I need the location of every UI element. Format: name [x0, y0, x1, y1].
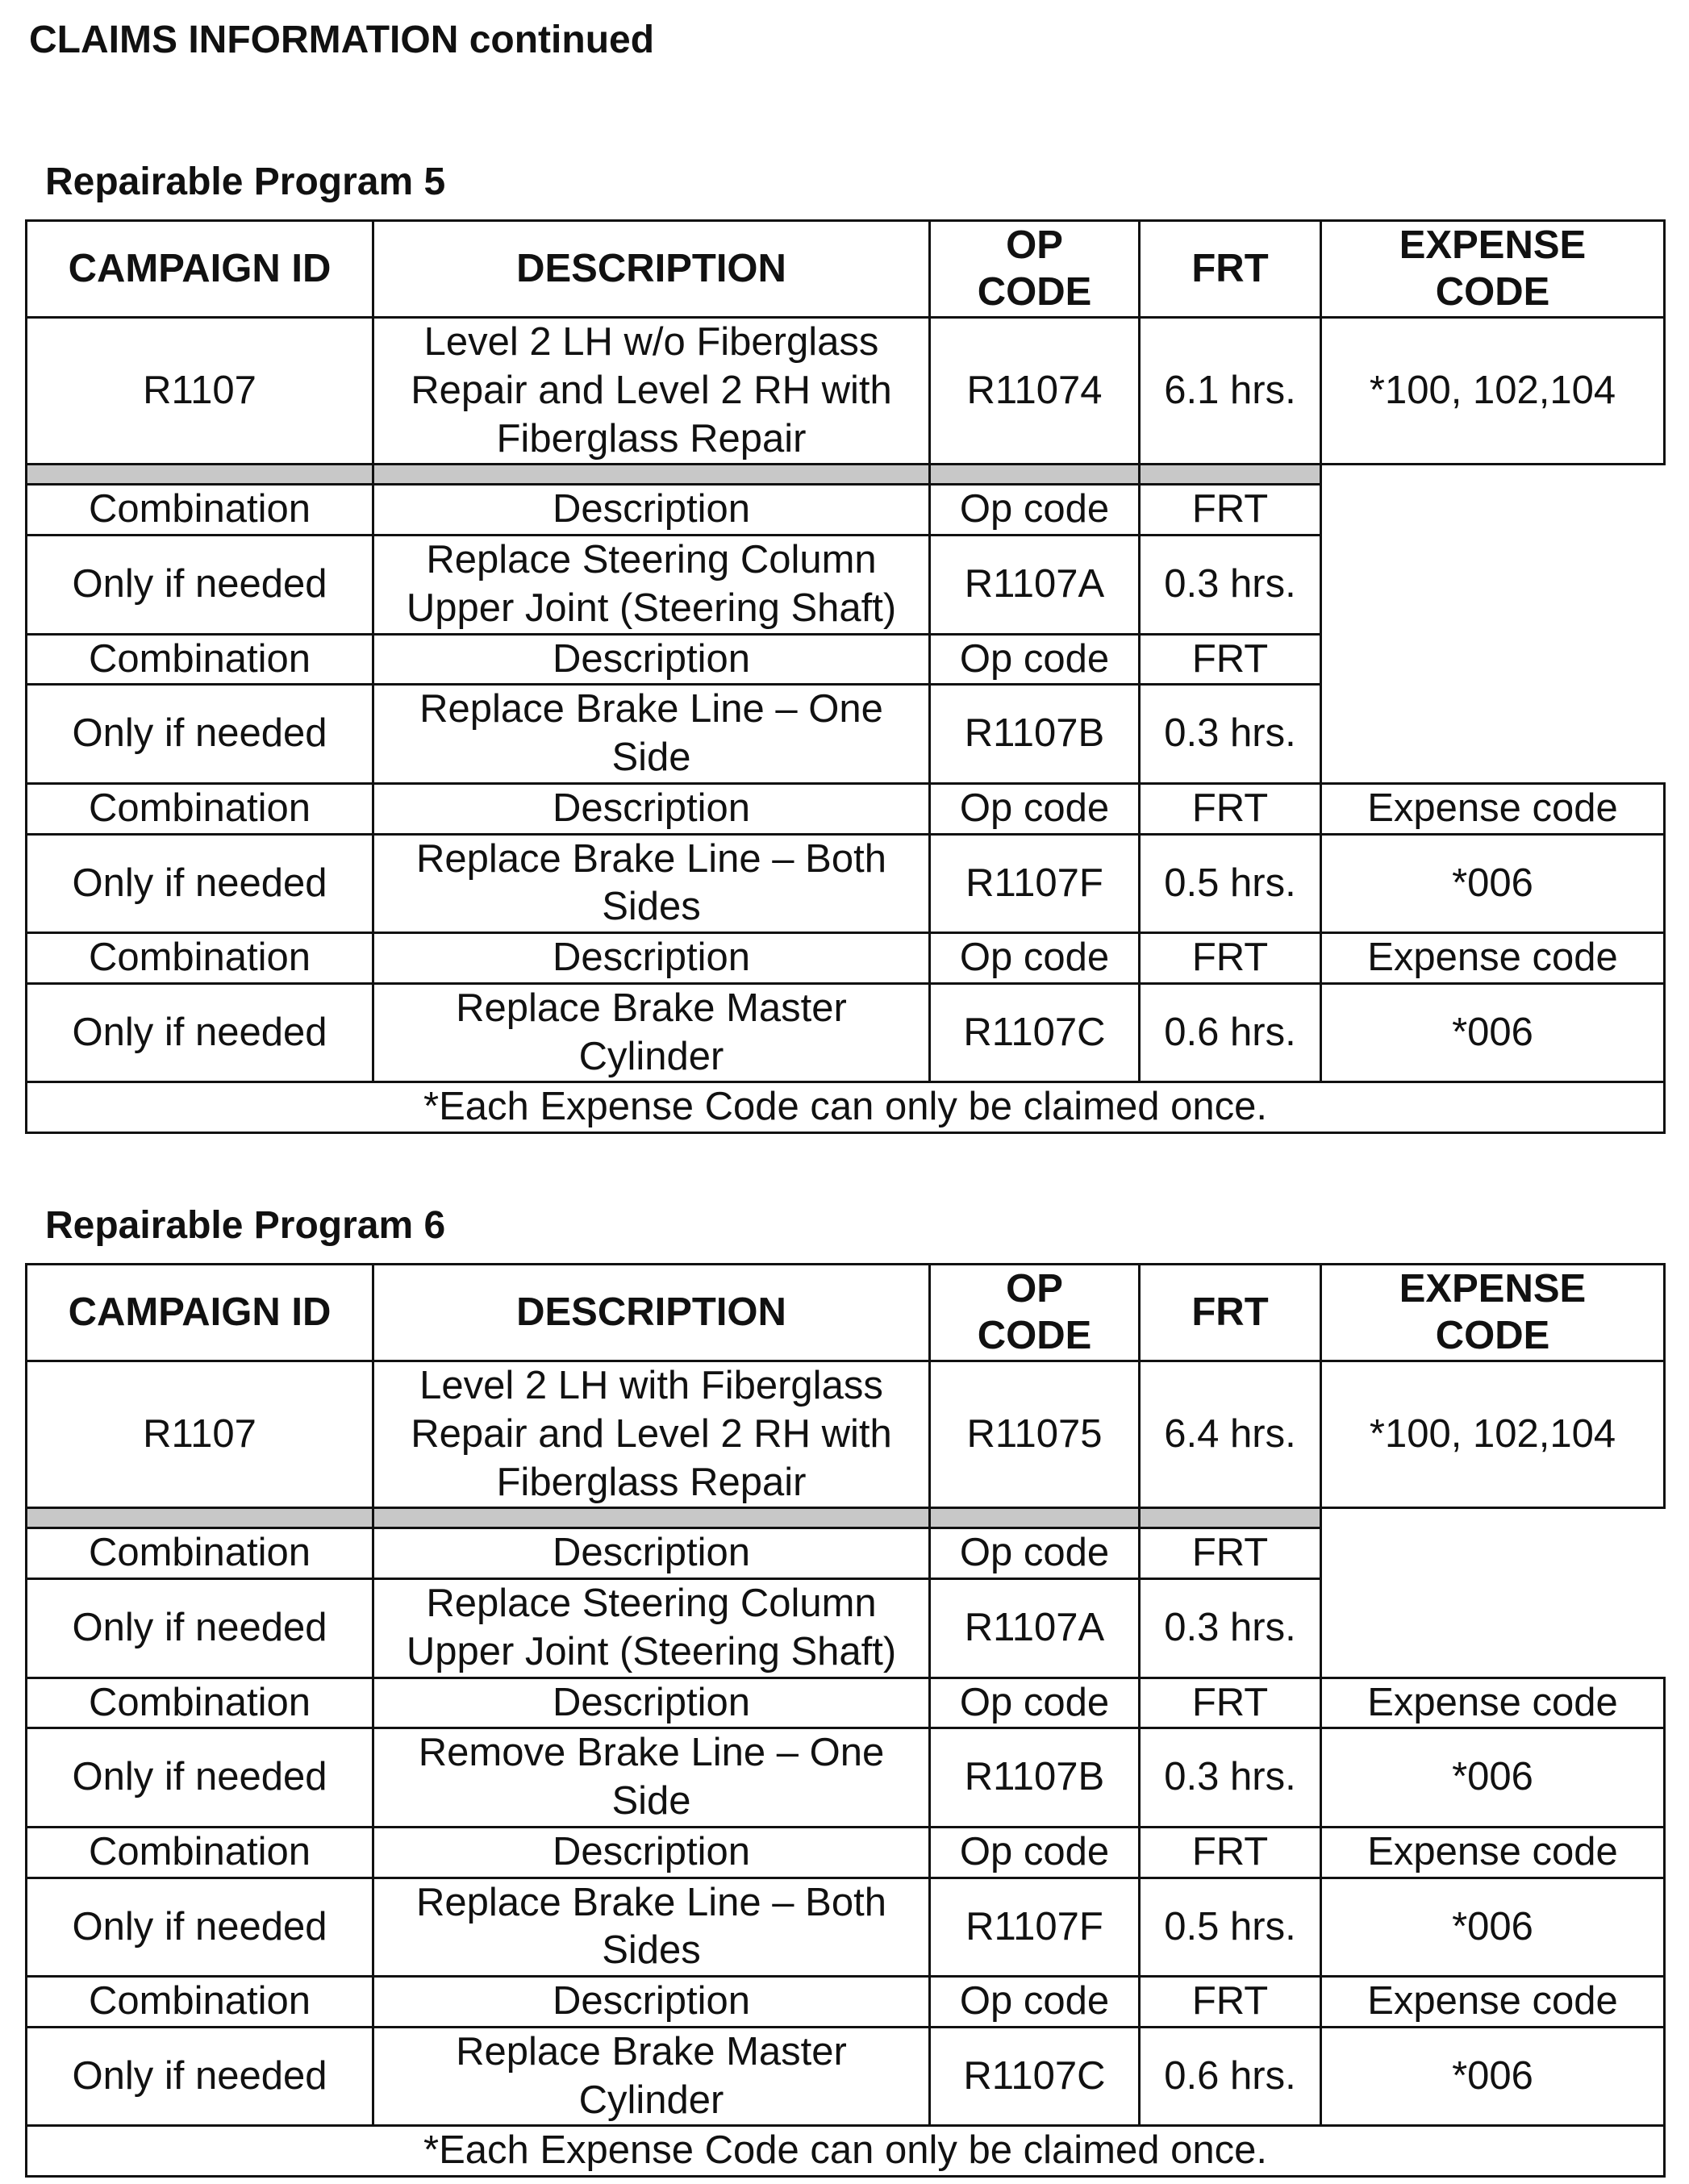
table-row [27, 318, 1665, 465]
description-header: Description [373, 783, 930, 834]
combination-cell: Only if needed [27, 1878, 373, 1977]
expense-code-cell: *006 [1321, 983, 1665, 1082]
combination-row [27, 1878, 1665, 1977]
header-campaign-id: CAMPAIGN ID [27, 1265, 373, 1361]
combination-header-row [27, 634, 1665, 685]
description-cell: Replace Brake Line – Both Sides [373, 1878, 930, 1977]
frt-cell: 0.3 hrs. [1140, 1728, 1321, 1828]
combination-header: Combination [27, 634, 373, 685]
blank-cell [1321, 1579, 1665, 1678]
combination-cell: Only if needed [27, 536, 373, 635]
campaign-id-cell: R1107 [27, 318, 373, 465]
blank-cell [1321, 1528, 1665, 1579]
description-header: Description [373, 1678, 930, 1728]
description-header: Description [373, 1977, 930, 2028]
expense-code-cell: *006 [1321, 1878, 1665, 1977]
combination-header-row [27, 485, 1665, 536]
frt-cell: 0.6 hrs. [1140, 2027, 1321, 2126]
expense-code-header: Expense code [1321, 1977, 1665, 2028]
program-5-title: Repairable Program 5 [45, 160, 446, 203]
description-cell: Replace Brake Line – Both Sides [373, 834, 930, 933]
op-code-header: Op code [930, 1528, 1140, 1579]
blank-cell [1321, 685, 1665, 784]
frt-header: FRT [1140, 1827, 1321, 1878]
description-cell: Level 2 LH with Fiberglass Repair and Level 2 RH with Fiberglass Repair [373, 1361, 930, 1508]
combination-header-row [27, 1827, 1665, 1878]
combination-header: Combination [27, 1528, 373, 1579]
header-description: DESCRIPTION [373, 1265, 930, 1361]
combination-header: Combination [27, 783, 373, 834]
combination-header: Combination [27, 933, 373, 984]
frt-header: FRT [1140, 1977, 1321, 2028]
program-6-table [25, 1263, 1666, 2178]
op-code-cell: R1107A [930, 536, 1140, 635]
frt-cell: 6.1 hrs. [1140, 318, 1321, 465]
combination-row [27, 983, 1665, 1082]
description-header: Description [373, 634, 930, 685]
frt-cell: 0.3 hrs. [1140, 536, 1321, 635]
note-row [27, 2126, 1665, 2177]
expense-code-cell: *006 [1321, 2027, 1665, 2126]
page-title: CLAIMS INFORMATION continued [29, 19, 655, 61]
header-frt: FRT [1140, 1265, 1321, 1361]
op-code-cell: R1107C [930, 2027, 1140, 2126]
header-campaign-id: CAMPAIGN ID [27, 221, 373, 318]
op-code-header: Op code [930, 485, 1140, 536]
combination-header-row [27, 1977, 1665, 2028]
op-code-cell: R1107C [930, 983, 1140, 1082]
combination-cell: Only if needed [27, 983, 373, 1082]
description-header: Description [373, 1827, 930, 1878]
frt-cell: 0.5 hrs. [1140, 1878, 1321, 1977]
blank-cell [1321, 536, 1665, 635]
op-code-header: Op code [930, 933, 1140, 984]
op-code-header: Op code [930, 634, 1140, 685]
expense-code-header: Expense code [1321, 1827, 1665, 1878]
description-cell: Replace Brake Master Cylinder [373, 983, 930, 1082]
expense-code-header: Expense code [1321, 1678, 1665, 1728]
combination-cell: Only if needed [27, 834, 373, 933]
combination-row [27, 834, 1665, 933]
combination-header-row [27, 933, 1665, 984]
op-code-cell: R1107A [930, 1579, 1140, 1678]
program-5-table [25, 219, 1666, 1134]
frt-cell: 0.3 hrs. [1140, 1579, 1321, 1678]
combination-row [27, 1728, 1665, 1828]
blank-cell [1321, 485, 1665, 536]
combination-row [27, 1579, 1665, 1678]
header-op-code: OP CODE [930, 1265, 1140, 1361]
expense-code-cell: *006 [1321, 834, 1665, 933]
expense-code-cell: *100, 102,104 [1321, 1361, 1665, 1508]
blank-cell [1321, 634, 1665, 685]
op-code-header: Op code [930, 1977, 1140, 2028]
frt-cell: 0.3 hrs. [1140, 685, 1321, 784]
op-code-cell: R1107B [930, 1728, 1140, 1828]
frt-header: FRT [1140, 1678, 1321, 1728]
header-expense-code: EXPENSE CODE [1321, 221, 1665, 318]
combination-header-row [27, 1528, 1665, 1579]
op-code-cell: R11075 [930, 1361, 1140, 1508]
combination-row [27, 2027, 1665, 2126]
op-code-cell: R1107B [930, 685, 1140, 784]
description-cell: Replace Brake Line – One Side [373, 685, 930, 784]
note-row [27, 1082, 1665, 1133]
table-header-row [27, 221, 1665, 318]
campaign-id-cell: R1107 [27, 1361, 373, 1508]
combination-row [27, 685, 1665, 784]
table-header-row [27, 1265, 1665, 1361]
header-description: DESCRIPTION [373, 221, 930, 318]
combination-header-row [27, 1678, 1665, 1728]
description-cell: Remove Brake Line – One Side [373, 1728, 930, 1828]
description-header: Description [373, 933, 930, 984]
expense-code-header: Expense code [1321, 933, 1665, 984]
op-code-cell: R1107F [930, 1878, 1140, 1977]
combination-header: Combination [27, 485, 373, 536]
combination-header-row [27, 783, 1665, 834]
op-code-cell: R11074 [930, 318, 1140, 465]
frt-cell: 0.6 hrs. [1140, 983, 1321, 1082]
program-6-title: Repairable Program 6 [45, 1204, 446, 1247]
header-frt: FRT [1140, 221, 1321, 318]
frt-header: FRT [1140, 933, 1321, 984]
op-code-header: Op code [930, 783, 1140, 834]
combination-header: Combination [27, 1827, 373, 1878]
table-row [27, 1361, 1665, 1508]
expense-note: *Each Expense Code can only be claimed once. [27, 2126, 1665, 2177]
description-header: Description [373, 485, 930, 536]
description-header: Description [373, 1528, 930, 1579]
frt-cell: 6.4 hrs. [1140, 1361, 1321, 1508]
description-cell: Replace Steering Column Upper Joint (Steering Shaft) [373, 536, 930, 635]
expense-code-cell: *006 [1321, 1728, 1665, 1828]
separator-row [27, 465, 1665, 485]
separator-row [27, 1508, 1665, 1528]
combination-cell: Only if needed [27, 685, 373, 784]
combination-header: Combination [27, 1977, 373, 2028]
combination-cell: Only if needed [27, 1728, 373, 1828]
combination-cell: Only if needed [27, 2027, 373, 2126]
op-code-header: Op code [930, 1678, 1140, 1728]
frt-header: FRT [1140, 485, 1321, 536]
frt-header: FRT [1140, 634, 1321, 685]
description-cell: Replace Steering Column Upper Joint (Steering Shaft) [373, 1579, 930, 1678]
frt-header: FRT [1140, 783, 1321, 834]
header-expense-code: EXPENSE CODE [1321, 1265, 1665, 1361]
op-code-header: Op code [930, 1827, 1140, 1878]
op-code-cell: R1107F [930, 834, 1140, 933]
description-cell: Replace Brake Master Cylinder [373, 2027, 930, 2126]
frt-cell: 0.5 hrs. [1140, 834, 1321, 933]
header-op-code: OP CODE [930, 221, 1140, 318]
description-cell: Level 2 LH w/o Fiberglass Repair and Level 2 RH with Fiberglass Repair [373, 318, 930, 465]
expense-code-header: Expense code [1321, 783, 1665, 834]
expense-code-cell: *100, 102,104 [1321, 318, 1665, 465]
expense-note: *Each Expense Code can only be claimed once. [27, 1082, 1665, 1133]
frt-header: FRT [1140, 1528, 1321, 1579]
combination-header: Combination [27, 1678, 373, 1728]
combination-row [27, 536, 1665, 635]
combination-cell: Only if needed [27, 1579, 373, 1678]
